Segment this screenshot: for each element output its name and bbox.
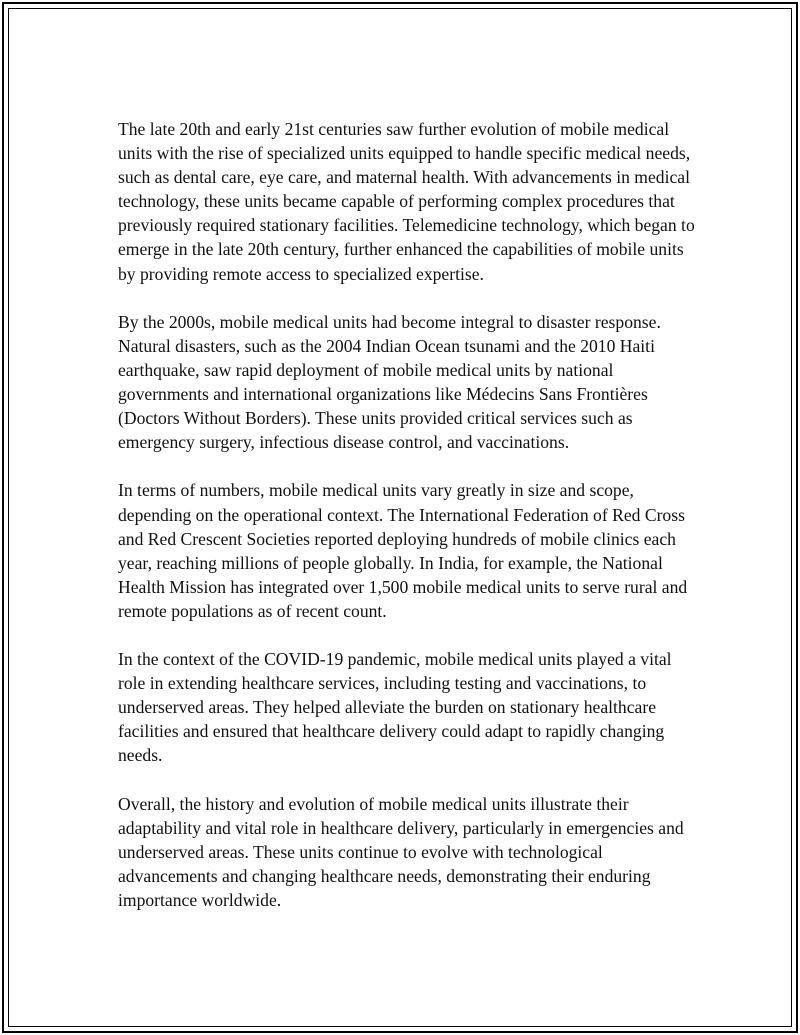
paragraph-numbers: In terms of numbers, mobile medical units vary greatly in size and scope, depending on the operational context. The International Federation of Red Cross and Red Crescent Societies reported deploying hundreds of mobile clinics each year, reaching millions of people globally. In India, for example, the National Health Mission has integrated over 1,500 mobile medical units to serve rural and remote populations as of recent count.	[118, 480, 688, 621]
document-body	[118, 117, 698, 936]
paragraph-disaster-response: By the 2000s, mobile medical units had become integral to disaster response. Natural disasters, such as the 2004 Indian Ocean tsunami and the 2010 Haiti earthquake, saw rapid deployment of mobile medical units by national governments and international organizations like Médecins Sans Frontières (Doctors Without Borders). These units provided critical services such as emergency surgery, infectious disease control, and vaccinations.	[118, 311, 661, 453]
paragraph-overall: Overall, the history and evolution of mobile medical units illustrate their adaptability and vital role in healthcare delivery, particularly in emergencies and underserved areas. These units continue to evolve with technological advancements and changing healthcare needs, demonstrating their enduring importance worldwide.	[118, 793, 684, 910]
paragraph-covid-19: In the context of the COVID-19 pandemic, mobile medical units played a vital role in extending healthcare services, including testing and vaccinations, to underserved areas. They helped alleviate the burden on stationary healthcare facilities and ensured that healthcare delivery could adapt to rapidly changing needs.	[118, 649, 672, 766]
paragraph-late-20th-century: The late 20th and early 21st centuries saw further evolution of mobile medical units with the rise of specialized units equipped to handle specific medical needs, such as dental care, eye care, and maternal health. With advancements in medical technology, these units became capable of performing complex procedures that previously required stationary facilities. Telemedicine technology, which began to emerge in the late 20th century, further enhanced the capabilities of mobile units by providing remote access to specialized expertise.	[118, 119, 695, 284]
